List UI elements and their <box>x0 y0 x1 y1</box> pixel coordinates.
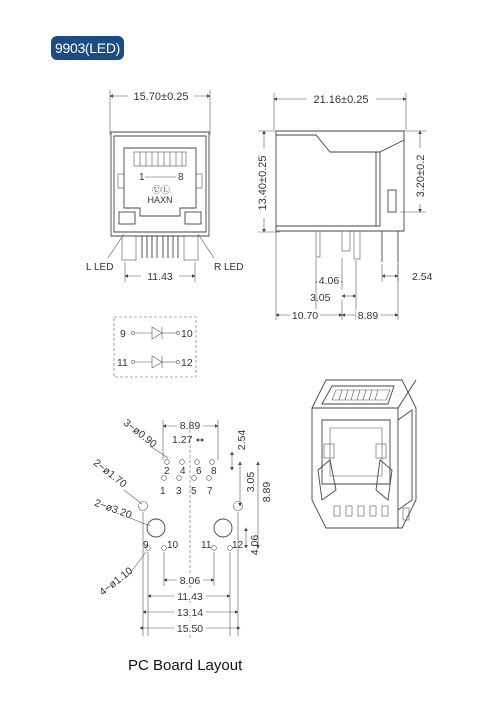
pcb-hole-3x090: 3−ø0.90 <box>120 416 159 451</box>
model-badge: 9903(LED) <box>51 36 124 60</box>
pcb-pin-10: 10 <box>167 540 179 551</box>
front-pitch-dim: 11.43 <box>147 271 173 283</box>
pcb-pin-6: 6 <box>196 466 202 477</box>
pcb-layout <box>91 417 273 640</box>
pcb-pin-9: 9 <box>143 540 149 551</box>
pcb-dim-3-05: 3.05 <box>245 471 257 493</box>
side-view <box>256 92 433 322</box>
front-width-dim: 15.70±0.25 <box>133 91 189 103</box>
side-dim-2-54: 2.54 <box>412 271 433 283</box>
pcb-pin-1: 1 <box>160 486 166 497</box>
pcb-pin-7: 7 <box>207 486 213 497</box>
schematic-pin-11: 11 <box>117 357 128 369</box>
front-pins <box>122 236 198 260</box>
front-pin-8-label: 8 <box>178 172 184 183</box>
pcb-dim-8-89: 8.89 <box>179 420 201 432</box>
front-view <box>86 89 243 283</box>
pcb-pin-5: 5 <box>191 486 197 497</box>
pcb-hole-4x110: 4−ø1.10 <box>97 564 136 599</box>
right-led-window <box>185 212 201 224</box>
side-dim-8-89: 8.89 <box>357 310 379 322</box>
pcb-dim-8-89-v: 8.89 <box>261 481 273 503</box>
pcb-pin-3: 3 <box>176 486 182 497</box>
side-dim-3-05: 3.05 <box>310 292 331 304</box>
pcb-dim-15-50: 15.50 <box>176 623 204 635</box>
isometric-view <box>312 380 416 528</box>
side-height-dim: 13.40±0.25 <box>257 155 269 211</box>
front-pin-1-label: 1 <box>139 172 145 183</box>
pcb-pin-11: 11 <box>201 540 212 551</box>
pcb-hole-2x170: 2−ø1.70 <box>90 456 129 491</box>
left-led-window <box>119 212 135 224</box>
pcb-layout-title: PC Board Layout <box>128 657 243 674</box>
side-dim-4-06: 4.06 <box>318 275 340 287</box>
pcb-dim-4-06: 4.06 <box>249 534 261 556</box>
pcb-dim-13-14: 13.14 <box>176 607 204 619</box>
iso-contacts <box>334 506 388 516</box>
schematic-pin-10: 10 <box>181 328 193 340</box>
side-dim-10-70: 10.70 <box>291 310 319 322</box>
side-led <box>388 190 396 212</box>
side-offset-dim: 3.20±0.2 <box>415 154 427 198</box>
led-schematic <box>114 317 196 377</box>
pcb-pin-8: 8 <box>211 466 217 477</box>
pcb-hole-2x320: 2−ø3.20 <box>92 496 134 522</box>
front-marking: HAXN <box>147 195 173 205</box>
pcb-pin-2: 2 <box>164 466 170 477</box>
pcb-dim-8-06: 8.06 <box>179 575 201 587</box>
schematic-pin-12: 12 <box>181 357 193 369</box>
schematic-pin-9: 9 <box>120 328 126 340</box>
pcb-dim-11-43: 11.43 <box>177 591 203 603</box>
pcb-dim-2-54: 2.54 <box>236 429 248 451</box>
right-led-label: R LED <box>214 262 244 273</box>
pcb-mount-holes <box>139 502 243 551</box>
side-pins <box>316 231 398 262</box>
side-length-dim: 21.16±0.25 <box>313 94 369 106</box>
pcb-dim-1-27: 1.27 <box>172 434 193 446</box>
led-diode-1 <box>152 327 162 339</box>
left-led-label: L LED <box>86 262 114 273</box>
ul-mark: ⓊⓁ <box>152 185 171 195</box>
led-diode-2 <box>152 356 162 368</box>
pcb-pin-4: 4 <box>180 466 186 477</box>
pcb-pin-12: 12 <box>232 540 244 551</box>
contact-comb <box>134 152 186 166</box>
